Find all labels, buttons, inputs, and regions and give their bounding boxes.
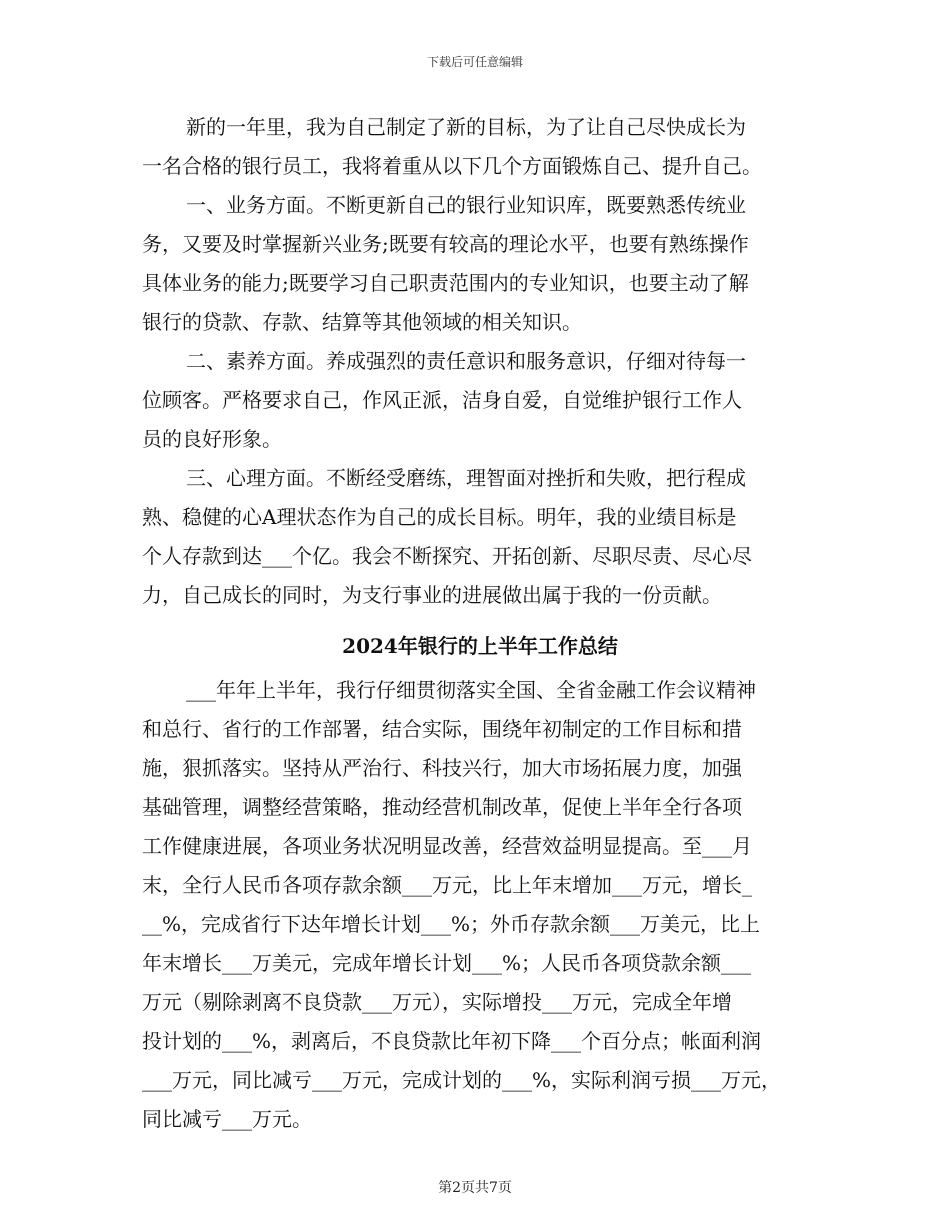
paragraph-line: ___万元，同比减亏___万元，完成计划的___%，实际利润亏损___万元， — [142, 1068, 782, 1092]
page-header: 下载后可任意编辑 — [426, 55, 523, 69]
paragraph-line: 年末增长___万美元，完成年增长计划___%；人民币各项贷款余额___ — [142, 951, 752, 975]
paragraph-line: 同比减亏___万元。 — [142, 1107, 312, 1131]
paragraph-line: 二、素养方面。养成强烈的责任意识和服务意识，仔细对待每一 — [186, 349, 746, 373]
paragraph-line: 投计划的___%，剥离后，不良贷款比年初下降___个百分点；帐面利润 — [142, 1029, 762, 1053]
paragraph-line: 和总行、省行的工作部署，结合实际，围绕年初制定的工作目标和措 — [142, 717, 742, 741]
paragraph-line: 具体业务的能力;既要学习自己职责范围内的专业知识，也要主动了解 — [142, 271, 749, 295]
paragraph-line: 银行的贷款、存款、结算等其他领域的相关知识。 — [142, 310, 582, 334]
paragraph-line: 力，自己成长的同时，为支行事业的进展做出属于我的一份贡献。 — [142, 583, 722, 607]
paragraph-line: 三、心理方面。不断经受磨练，理智面对挫折和失败，把行程成 — [186, 466, 746, 490]
section-title: 2024年银行的上半年工作总结 — [342, 634, 618, 658]
paragraph-line: 基础管理，调整经营策略，推动经营机制改革，促使上半年全行各项 — [142, 795, 742, 819]
paragraph-line: 万元（剔除剥离不良贷款___万元），实际增投___万元，完成全年增 — [142, 990, 732, 1014]
paragraph-line: 员的良好形象。 — [142, 427, 282, 451]
paragraph-line: 一名合格的银行员工，我将着重从以下几个方面锻炼自己、提升自己。 — [142, 154, 762, 178]
paragraph-line: 新的一年里，我为自己制定了新的目标，为了让自己尽快成长为 — [186, 115, 746, 139]
paragraph-line: 熟、稳健的心A理状态作为自己的成长目标。明年，我的业绩目标是 — [142, 505, 737, 529]
paragraph-line: 工作健康进展，各项业务状况明显改善，经营效益明显提高。至___月 — [142, 834, 752, 858]
page-footer: 第2页共7页 — [438, 1180, 512, 1196]
paragraph-line: __%，完成省行下达年增长计划___%；外币存款余额___万美元，比上 — [142, 912, 761, 936]
paragraph-line: ___年年上半年，我行仔细贯彻落实全国、全省金融工作会议精神 — [186, 678, 756, 702]
paragraph-line: 末，全行人民币各项存款余额___万元，比上年末增加___万元，增长_ — [142, 873, 752, 897]
paragraph-line: 个人存款到达___个亿。我会不断探究、开拓创新、尽职尽责、尽心尽 — [142, 544, 752, 568]
document-body — [142, 108, 818, 1139]
paragraph-line: 一、业务方面。不断更新自己的银行业知识库，既要熟悉传统业 — [186, 193, 746, 217]
paragraph-line: 施，狠抓落实。坚持从严治行、科技兴行，加大市场拓展力度，加强 — [142, 756, 742, 780]
paragraph-line: 务，又要及时掌握新兴业务;既要有较高的理论水平，也要有熟练操作 — [142, 232, 749, 256]
paragraph-line: 位顾客。严格要求自己，作风正派，洁身自爱，自觉维护银行工作人 — [142, 388, 742, 412]
